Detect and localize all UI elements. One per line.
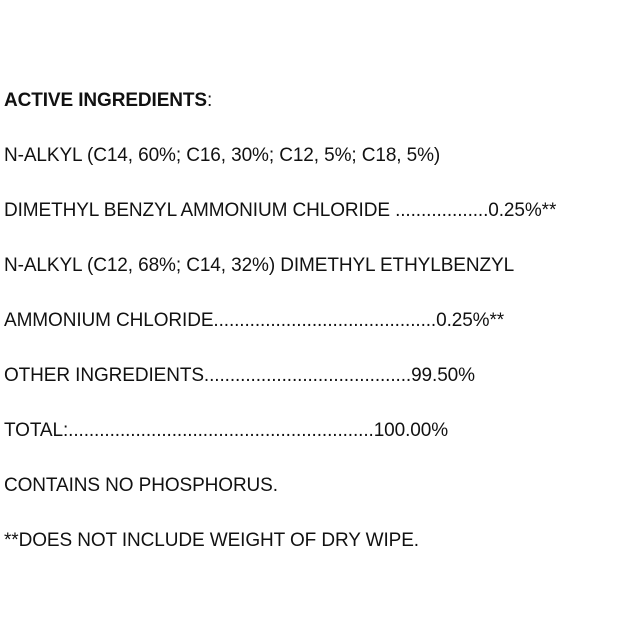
ingredient-line-1: N-ALKYL (C14, 60%; C16, 30%; C12, 5%; C18, 5%) [4, 145, 441, 166]
phosphorus-note: CONTAINS NO PHOSPHORUS. [4, 475, 278, 496]
ingredient-line-2: DIMETHYL BENZYL AMMONIUM CHLORIDE ..................0.25%** [4, 200, 557, 221]
active-ingredients-heading [4, 90, 212, 112]
ingredient-line-4: AMMONIUM CHLORIDE...........................................0.25%** [4, 310, 505, 331]
other-ingredients-line: OTHER INGREDIENTS........................................99.50% [4, 365, 475, 386]
heading-text: ACTIVE INGREDIENTS [4, 90, 207, 111]
heading-colon: : [207, 90, 213, 111]
dry-wipe-footnote: **DOES NOT INCLUDE WEIGHT OF DRY WIPE. [4, 530, 419, 551]
total-line: TOTAL:...........................................................100.00% [4, 420, 449, 441]
ingredient-line-3: N-ALKYL (C12, 68%; C14, 32%) DIMETHYL ETHYLBENZYL [4, 255, 515, 276]
